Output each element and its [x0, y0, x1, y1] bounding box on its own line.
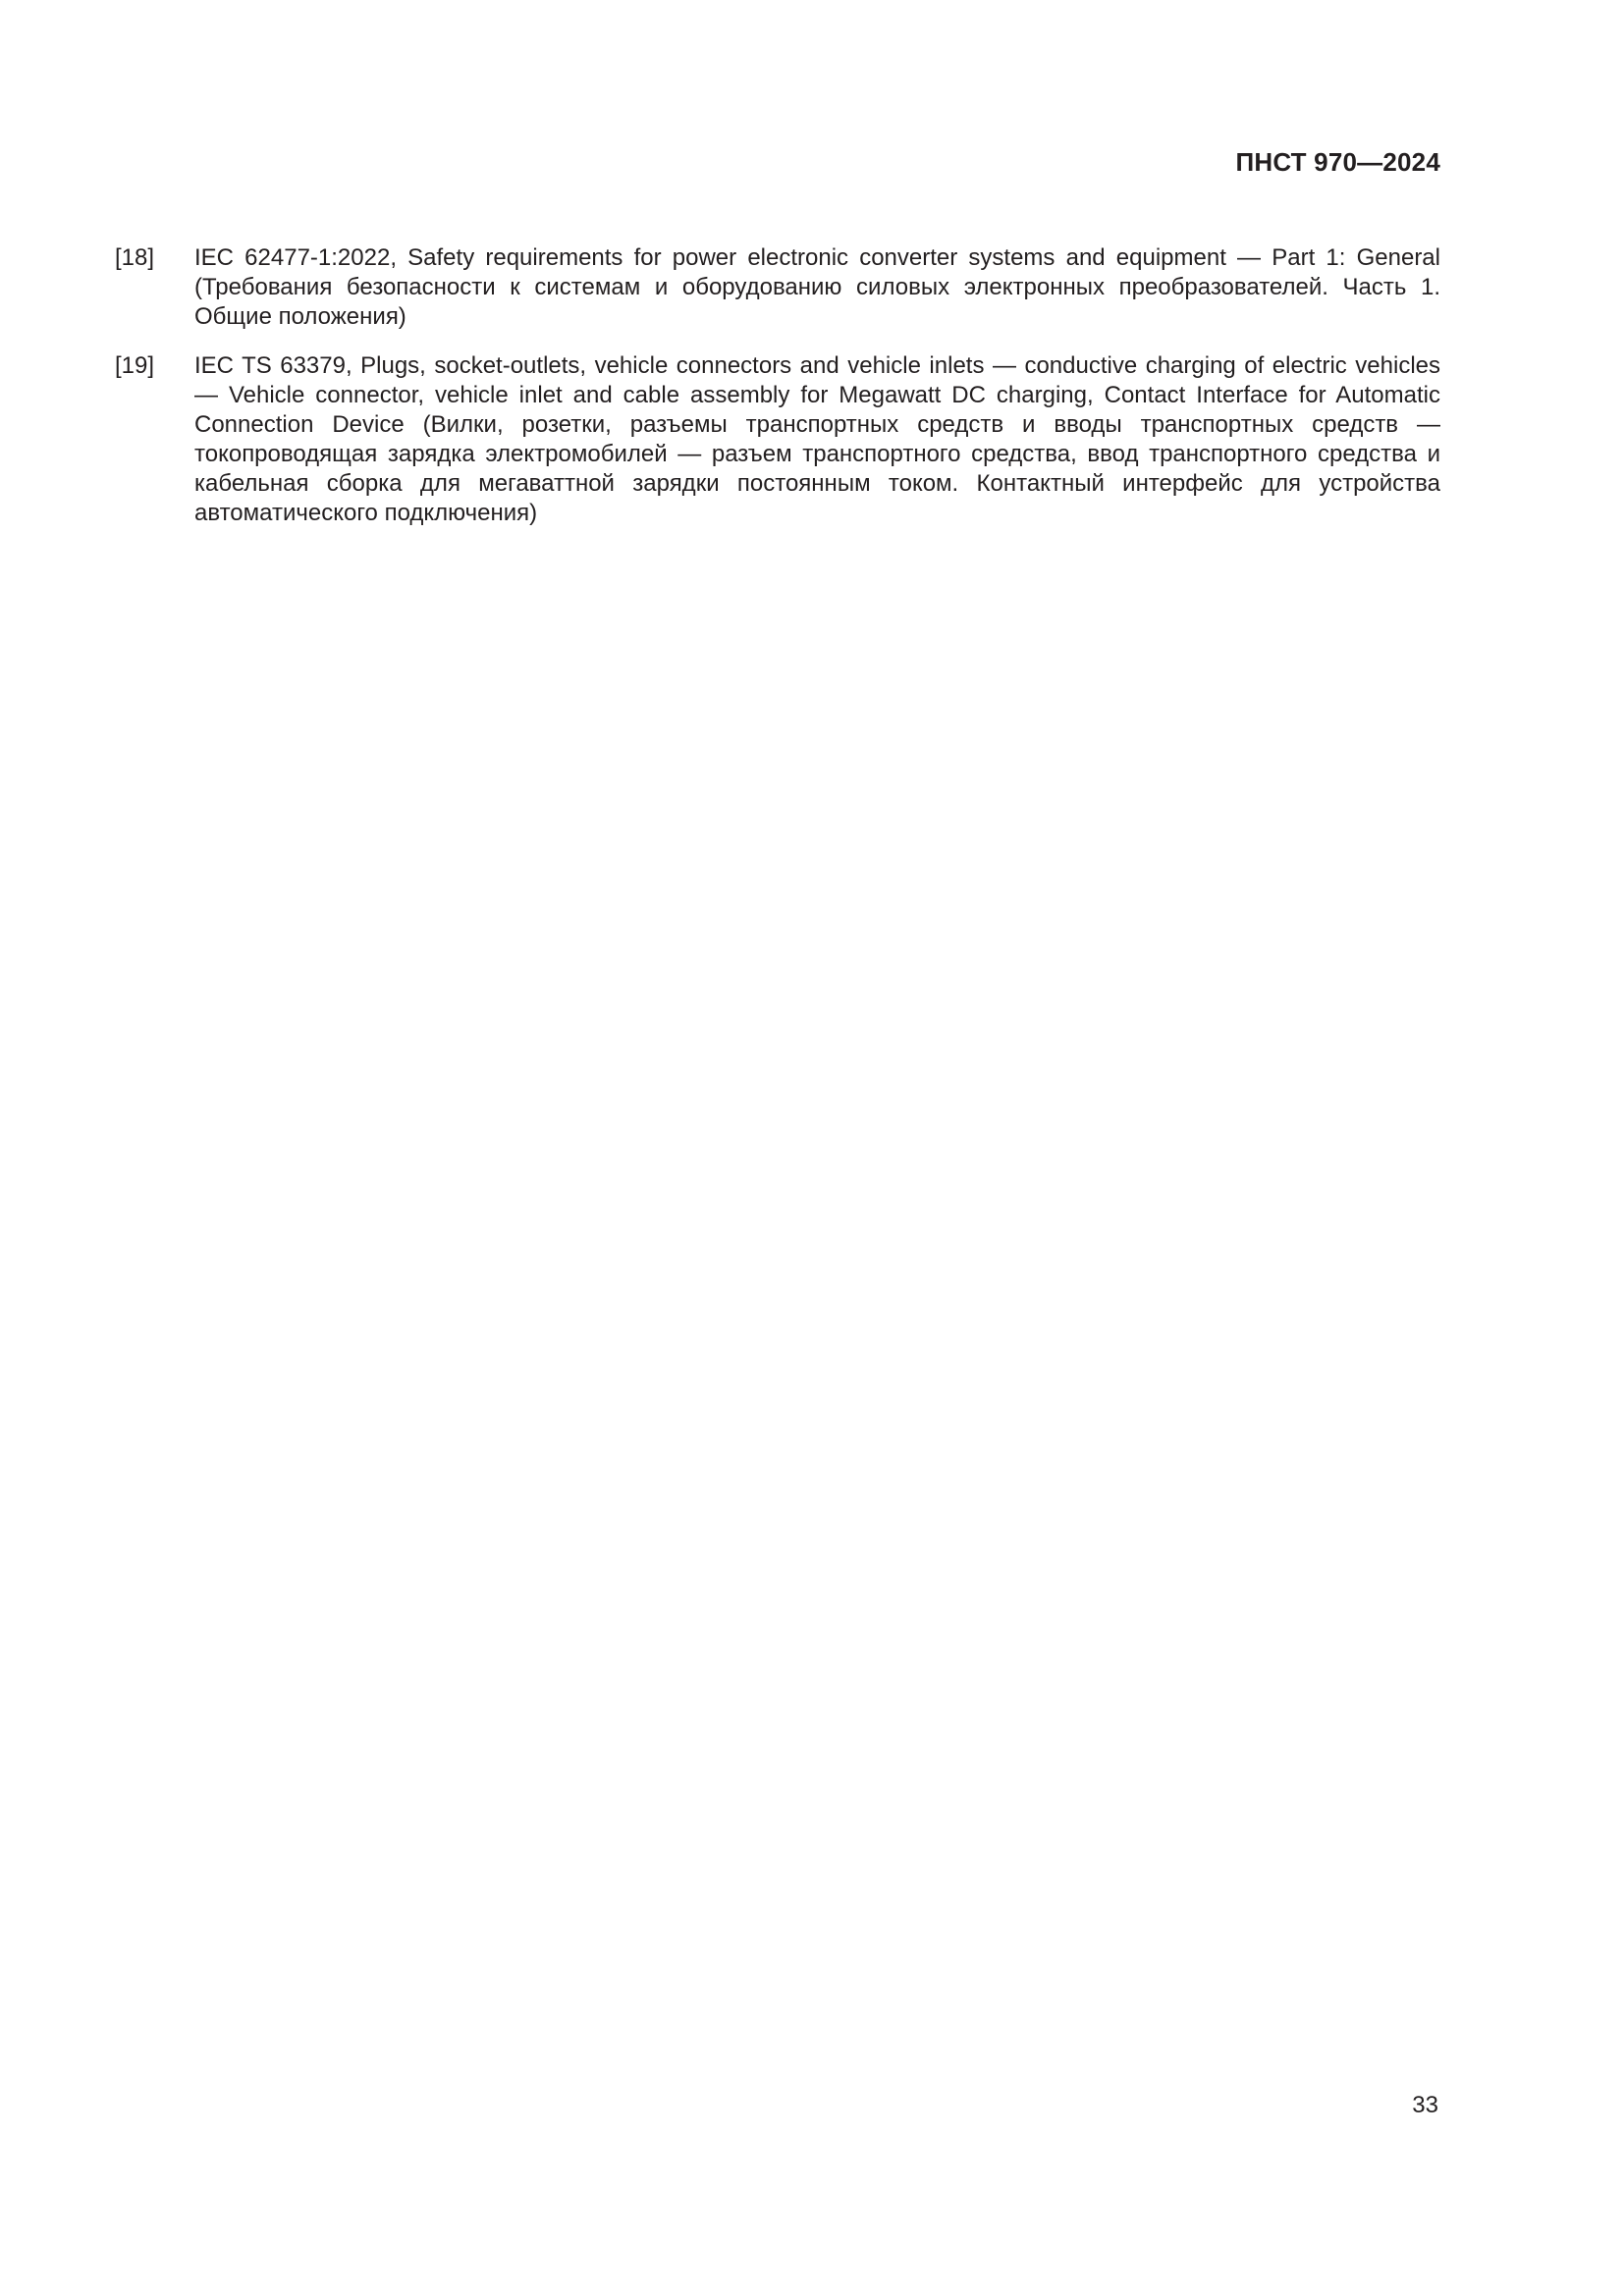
bibliography-entry-text: IEC 62477-1:2022, Safety requirements for power electronic converter systems and equipment — Part 1: General (Требования безопасности к системам и оборудованию силовых электронных преобразователей. Часть 1. Общие положения) [194, 244, 1440, 330]
bibliography-entry-number: [18] [115, 244, 155, 271]
bibliography-entry-number: [19] [115, 352, 155, 379]
document-id-header: ПНСТ 970—2024 [1235, 147, 1440, 177]
bibliography-entry [115, 351, 1440, 528]
page-number: 33 [1412, 2092, 1438, 2118]
bibliography-entry-text: IEC TS 63379, Plugs, socket-outlets, vehicle connectors and vehicle inlets — conductive charging of electric vehicles — Vehicle connector, vehicle inlet and cable assembly for Megawatt DC charging, Contact Interface for Automatic Connection Device (Вилки, розетки, разъемы транспортных средств и вводы транспортных средств — токопроводящая зарядка электромобилей — разъем транспортного средства, ввод транспортного средства и кабельная сборка для мегаваттной зарядки постоянным током. Контактный интерфейс для устройства автоматического подключения) [194, 352, 1440, 526]
bibliography-entry [115, 243, 1440, 332]
bibliography-list [115, 243, 1440, 548]
